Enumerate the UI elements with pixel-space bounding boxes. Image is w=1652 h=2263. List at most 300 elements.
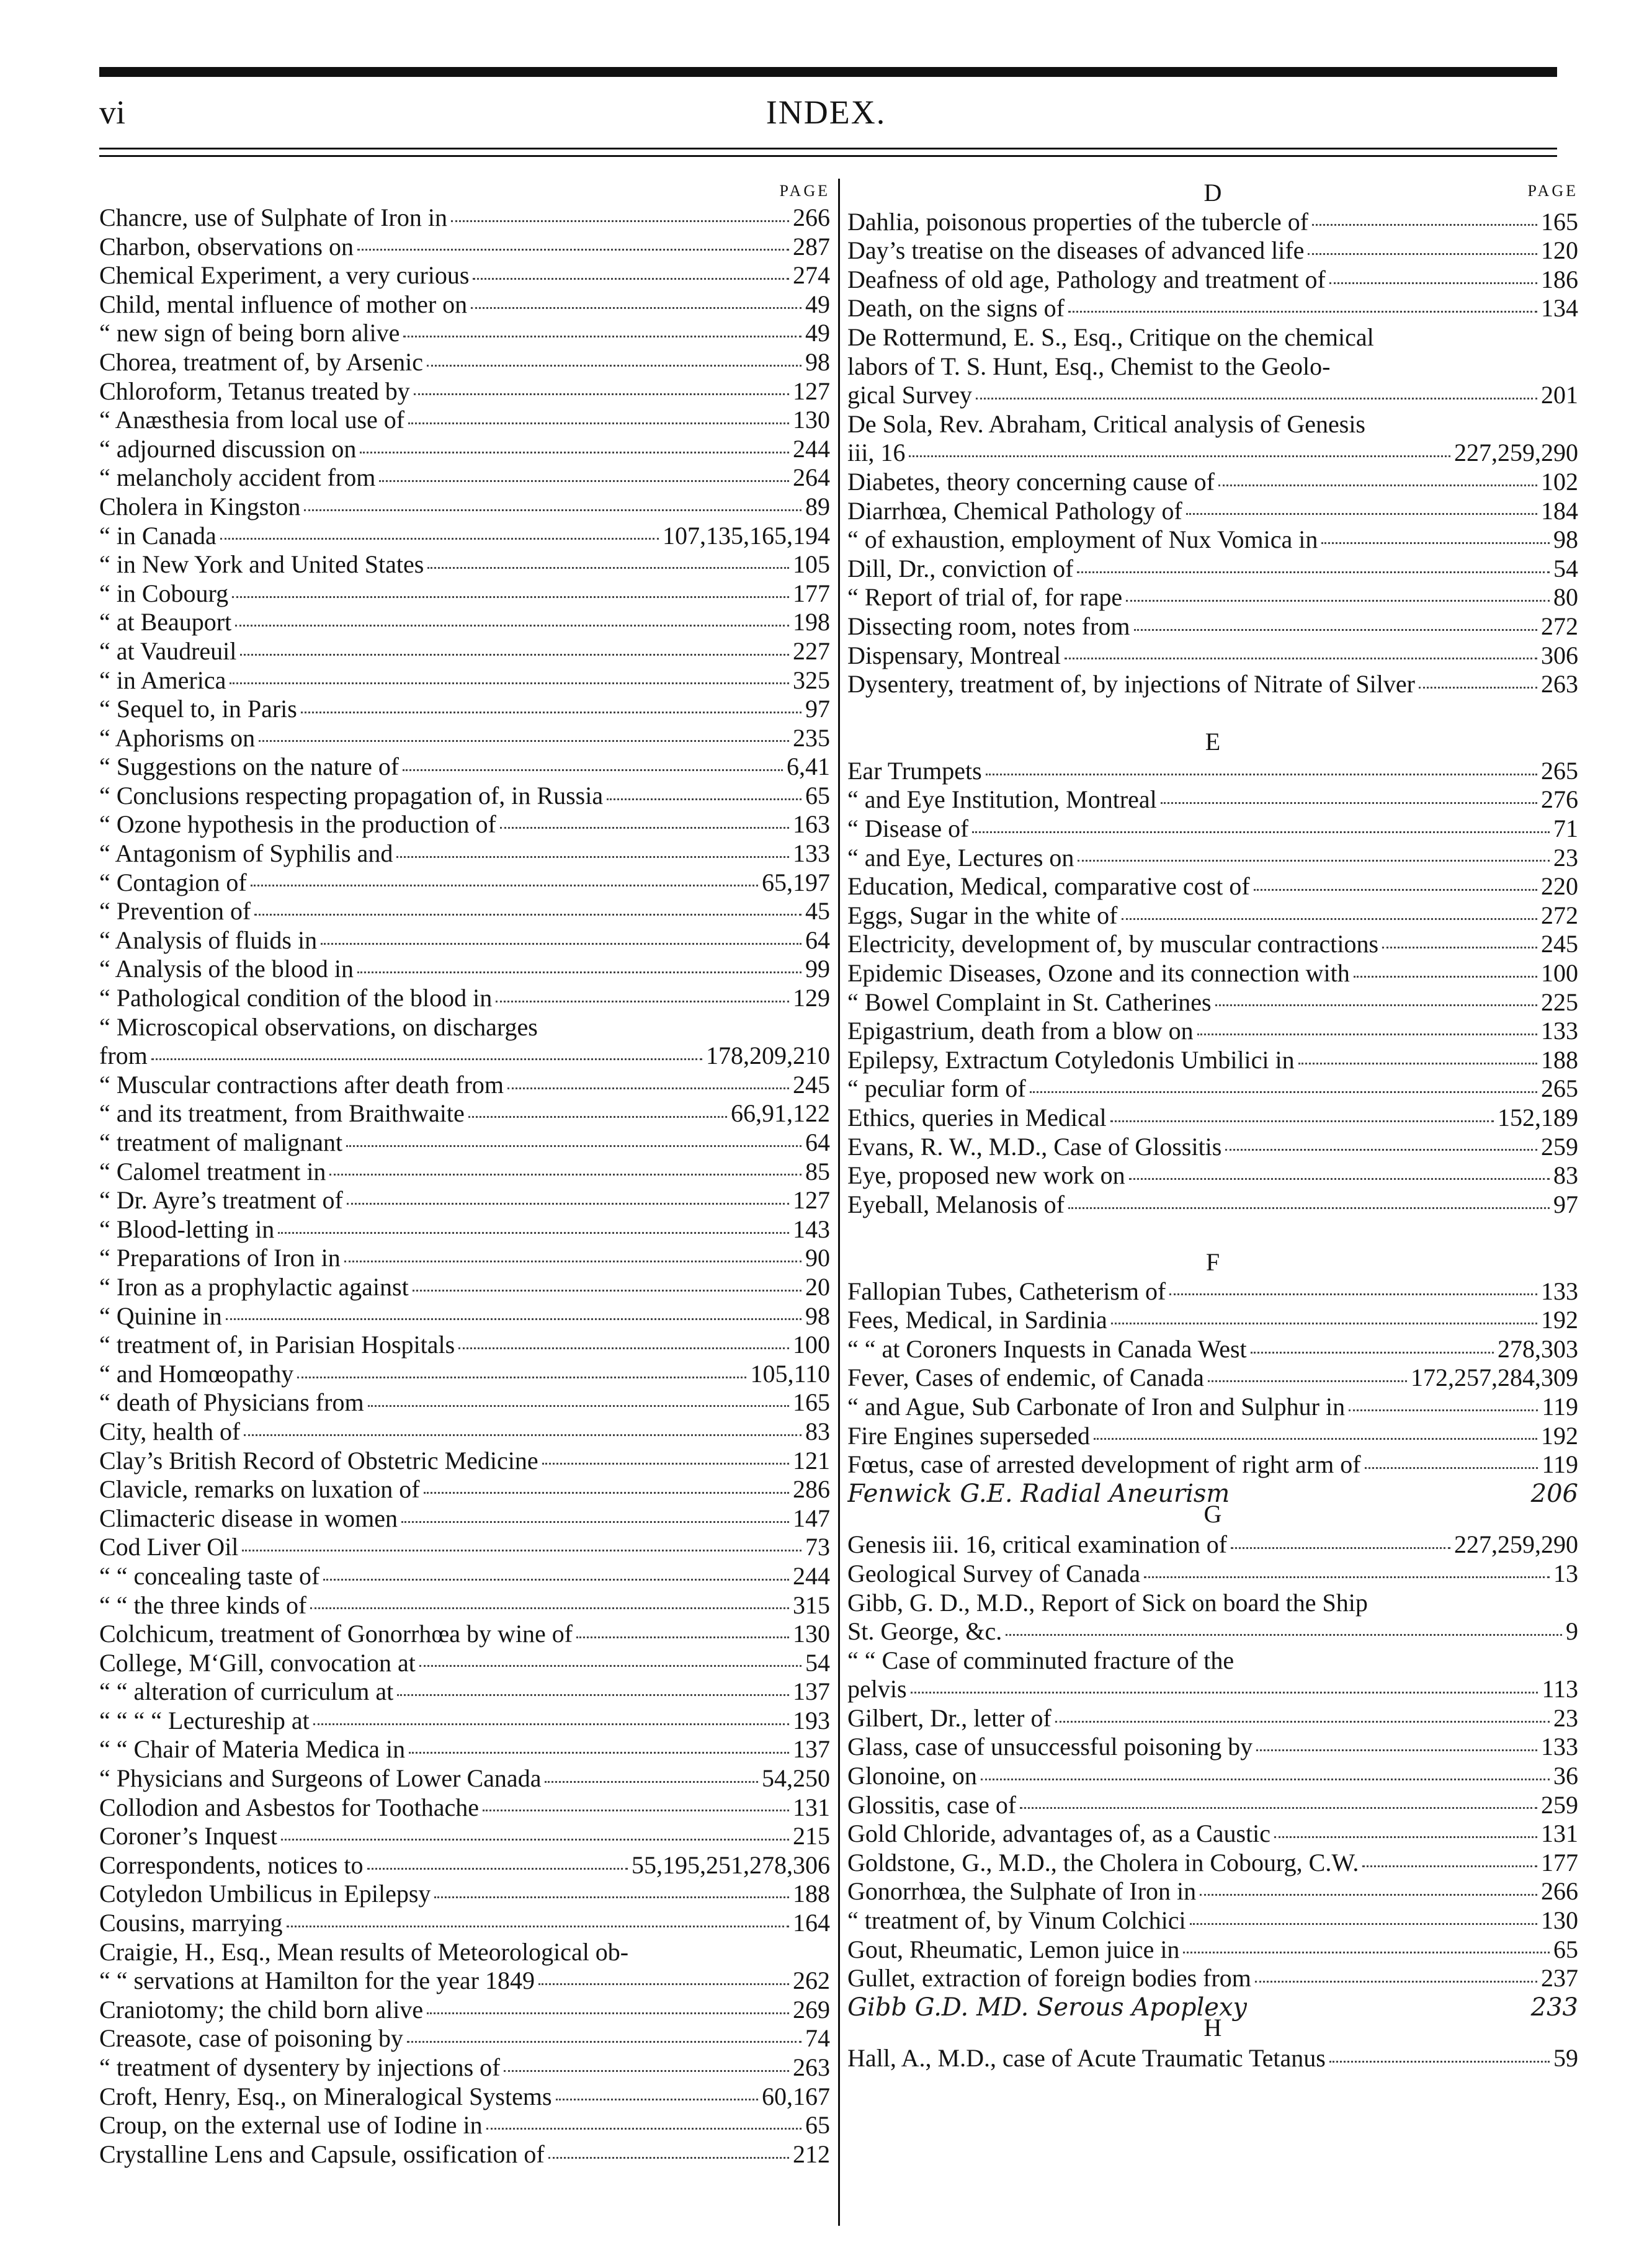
entry-text: “ Ozone hypothesis in the production of [99,810,496,839]
entry-text: Dysentery, treatment of, by injections of Nitrate of Silver [847,670,1415,699]
entry-page-number: 83 [805,1417,830,1445]
dot-leader [1238,1658,1574,1664]
entry-text: “ Bowel Complaint in St. Catherines [847,988,1212,1016]
dot-leader [414,387,789,395]
index-entry [99,1591,830,1620]
entry-page-number: 120 [1541,236,1578,265]
index-entry [99,1735,830,1764]
entry-page-number: 165 [793,1388,830,1417]
index-entry [99,695,830,724]
dot-leader [1329,276,1537,284]
entry-page-number: 235 [793,723,830,752]
entry-page-number: 188 [793,1880,830,1908]
entry-page-number: 244 [793,1561,830,1590]
dot-leader [1055,1715,1550,1723]
d-entries [847,208,1578,699]
index-entry [99,637,830,666]
entry-page-number: 36 [1553,1762,1578,1790]
entry-page-number: 147 [793,1504,830,1532]
entry-page-number: 65 [805,2111,830,2140]
dot-leader [1329,2055,1550,2063]
dot-leader [329,1167,801,1176]
entry-page-number: 54 [805,1648,830,1677]
dot-leader [1094,1432,1537,1440]
entry-text: Cod Liver Oil [99,1533,239,1561]
index-entry [99,290,830,319]
dot-leader [396,850,789,858]
entry-text: iii, 16 [847,439,906,467]
entry-text: Cotyledon Umbilicus in Epilepsy [99,1880,431,1908]
entry-text: Education, Medical, comparative cost of [847,872,1250,901]
entry-text: De Rottermund, E. S., Esq., Critique on the chemical [847,323,1374,351]
entry-text: Ethics, queries in Medical [847,1104,1107,1132]
index-entry [847,1335,1578,1364]
index-entry [99,1938,830,1967]
entry-page-number: 133 [1541,1017,1578,1045]
entry-page-number: 272 [1541,612,1578,640]
handwritten-entry-text: Fenwick G.E. Radial Aneurism [847,1479,1230,1508]
entry-text: “ and Ague, Sub Carbonate of Iron and Sulphur in [847,1392,1346,1421]
index-entry [99,1013,830,1042]
dot-leader [251,878,758,886]
dot-leader [1215,998,1537,1006]
index-entry [99,955,830,984]
entry-text: “ “ alteration of curriculum at [99,1677,394,1706]
entry-page-number: 97 [1553,1190,1578,1218]
index-entry [99,608,830,637]
entry-text: “ “ the three kinds of [99,1591,307,1619]
entry-text: “ and Eye, Lectures on [847,843,1074,872]
entry-page-number: 49 [805,319,830,347]
entry-page-number: 98 [805,1301,830,1330]
index-entry [99,1707,830,1736]
entry-page-number: 6,41 [787,752,830,781]
index-entry [847,497,1578,526]
entry-page-number: 192 [1541,1421,1578,1450]
index-entry [99,782,830,811]
index-entry [99,1677,830,1707]
dot-leader [1419,681,1537,689]
entry-page-number: 215 [793,1822,830,1850]
entry-text: “ “ concealing taste of [99,1561,320,1590]
dot-leader [1255,1975,1537,1983]
dot-leader [471,301,801,309]
handwritten-entry-page: 206 [1530,1479,1578,1508]
entry-text: “ Antagonism of Syphilis and [99,839,393,868]
index-entry [99,2140,830,2169]
entry-text: “ of exhaustion, employment of Nux Vomica in [847,525,1318,554]
entry-text: “ “ Chair of Materia Medica in [99,1735,406,1764]
dot-leader [1078,854,1550,862]
dot-leader [976,391,1537,399]
dot-leader [1349,1403,1538,1411]
entry-page-number: 102 [1541,467,1578,496]
entry-page-number: 177 [1541,1848,1578,1877]
dot-leader [1186,507,1537,515]
entry-page-number: 130 [793,1620,830,1648]
dot-leader [1030,1085,1537,1093]
entry-page-number: 74 [805,2024,830,2053]
index-entry [847,439,1578,468]
entry-text: Geological Survey of Canada [847,1559,1141,1587]
index-entry [847,757,1578,786]
entry-text: “ treatment of malignant [99,1128,343,1156]
handwritten-entry-text: Gibb G.D. MD. Serous Apoplexy [847,1993,1248,2022]
entry-page-number: 119 [1542,1450,1578,1479]
entry-text: “ Blood-letting in [99,1215,275,1243]
dot-leader [556,2092,758,2100]
index-entry [847,323,1578,352]
entry-page-number: 127 [793,1186,830,1215]
entry-page-number: 164 [793,1909,830,1937]
index-entry [99,233,830,262]
entry-page-number: 212 [793,2140,830,2168]
e-entries [847,757,1578,1220]
index-entry [847,1530,1578,1560]
entry-page-number: 45 [805,897,830,926]
dot-leader [242,1543,801,1551]
dot-leader [1256,1743,1537,1751]
entry-text: Glossitis, case of [847,1790,1017,1819]
section-heading-f: F [1205,1248,1220,1276]
header-rule-2 [99,155,1557,157]
index-entry [847,555,1578,584]
section-heading-d: D [1203,179,1222,207]
index-entry [99,2082,830,2112]
entry-page-number: 263 [793,2053,830,2081]
index-entry [99,1447,830,1476]
entry-text: “ “ at Coroners Inquests in Canada West [847,1334,1247,1363]
entry-text: Glonoine, on [847,1762,977,1790]
index-entry [99,1158,830,1187]
entry-text: Chloroform, Tetanus treated by [99,377,410,405]
dot-leader [1190,1917,1537,1925]
index-entry [847,1306,1578,1335]
entry-text: “ Report of trial of, for rape [847,583,1123,612]
dot-leader [427,359,801,367]
entry-text: “ Analysis of fluids in [99,926,318,954]
column-divider [838,179,840,2226]
entry-text: “ in New York and United States [99,550,424,579]
entry-page-number: 193 [793,1706,830,1734]
entry-text: “ Contagion of [99,868,247,896]
entry-page-number: 286 [793,1475,830,1504]
entry-text: Crystalline Lens and Capsule, ossification of [99,2140,545,2168]
index-entry [99,752,830,782]
entry-page-number: 97 [805,695,830,723]
entry-text: Craigie, H., Esq., Mean results of Meteorological ob- [99,1937,629,1966]
index-entry [847,1364,1578,1393]
entry-text: Climacteric disease in women [99,1504,398,1532]
index-entry [99,1417,830,1447]
dot-leader [981,1772,1550,1780]
index-entry [847,1704,1578,1733]
dot-leader [486,2122,801,2130]
index-entry [847,641,1578,671]
entry-page-number: 227,259,290 [1454,439,1578,467]
entry-page-number: 90 [805,1244,830,1272]
dot-leader [538,1977,789,1985]
entry-text: “ Analysis of the blood in [99,955,354,983]
entry-text: “ melancholy accident from [99,463,376,492]
dot-leader [220,532,659,540]
entry-text: “ peculiar form of [847,1074,1026,1103]
index-entry [99,1099,830,1128]
entry-text: “ Disease of [847,815,969,843]
entry-text: Dahlia, poisonous properties of the tubercle of [847,207,1309,236]
entry-text: Dispensary, Montreal [847,641,1061,669]
entry-text: “ “ Case of comminuted fracture of the [847,1646,1235,1674]
dot-leader [1077,565,1550,573]
index-entry [847,1017,1578,1046]
entry-text: “ Sequel to, in Paris [99,695,297,723]
dot-leader [507,1081,789,1089]
entry-text: “ Preparations of Iron in [99,1244,341,1272]
dot-leader [357,243,789,251]
dot-leader [1274,1830,1537,1838]
left-column [99,179,830,2169]
entry-page-number: 66,91,122 [731,1099,830,1128]
dot-leader [1111,1316,1537,1324]
entry-page-number: 227 [793,636,830,665]
dot-leader [1334,364,1574,370]
dot-leader [259,734,789,742]
dot-leader [226,1312,801,1320]
entry-page-number: 227,259,290 [1454,1530,1578,1559]
dot-leader [1372,1600,1574,1606]
index-entry [847,1906,1578,1935]
entry-page-number: 85 [805,1157,830,1185]
dot-leader [542,1457,789,1465]
entry-text: Charbon, observations on [99,232,354,261]
dot-leader [1126,594,1550,602]
index-entry [99,926,830,955]
dot-leader [344,1254,801,1262]
entry-text: “ Microscopical observations, on discharges [99,1012,538,1041]
index-entry [847,1560,1578,1589]
entry-page-number: 89 [805,492,830,520]
dot-leader [304,503,801,511]
entry-text: Collodion and Asbestos for Toothache [99,1793,479,1821]
dot-leader [473,272,789,280]
entry-page-number: 99 [805,955,830,983]
index-entry [847,959,1578,988]
entry-page-number: 105,110 [750,1359,830,1388]
entry-text: Fœtus, case of arrested development of right arm of [847,1450,1361,1479]
dot-leader [323,1573,789,1581]
index-entry [99,1388,830,1417]
index-entry [99,1215,830,1244]
entry-page-number: 100 [793,1331,830,1359]
entry-page-number: 130 [1541,1906,1578,1935]
entry-page-number: 113 [1542,1675,1578,1703]
dot-leader [254,908,801,916]
entry-page-number: 244 [793,434,830,463]
dot-leader [321,937,801,945]
entry-text: Diabetes, theory concerning cause of [847,467,1215,496]
index-entry [847,815,1578,844]
entry-text: “ and Eye Institution, Montreal [847,785,1157,814]
entry-text: “ Prevention of [99,897,251,926]
dot-leader [232,590,789,598]
handwritten-entry-page: 233 [1530,1993,1578,2022]
top-rule [99,67,1557,77]
dot-leader [1122,912,1538,920]
entry-page-number: 127 [793,377,830,405]
entry-page-number: 225 [1541,988,1578,1016]
index-entry [99,1504,830,1533]
entry-page-number: 272 [1541,901,1578,929]
dot-leader [496,994,789,1002]
entry-page-number: 262 [793,1966,830,1995]
entry-page-number: 65 [805,781,830,810]
entry-text: “ Suggestions on the nature of [99,752,400,781]
dot-leader [1298,1056,1537,1065]
index-entry [99,1851,830,1880]
entry-page-number: 276 [1541,785,1578,814]
index-entry [99,1764,830,1793]
dot-leader [1161,796,1537,804]
index-entry [847,468,1578,497]
entry-text: Dissecting room, notes from [847,612,1130,640]
index-entry [847,1277,1578,1306]
entry-text: Electricity, development of, by muscular contractions [847,930,1379,958]
entry-text: Death, on the signs of [847,294,1065,323]
entry-page-number: 178,209,210 [706,1042,830,1070]
entry-text: Deafness of old age, Pathology and treatment of [847,265,1326,293]
entry-page-number: 188 [1541,1045,1578,1074]
dot-leader [297,1370,746,1378]
entry-page-number: 134 [1541,294,1578,323]
dot-leader [379,474,789,482]
entry-text: “ Calomel treatment in [99,1157,326,1185]
entry-page-number: 133 [793,839,830,868]
dot-leader [607,792,801,800]
dot-leader [909,449,1450,457]
index-entry [99,2111,830,2140]
dot-leader [368,1399,789,1407]
entry-text: Colchicum, treatment of Gonorrhœa by wine of [99,1620,573,1648]
index-entry [99,463,830,493]
index-entry [847,844,1578,873]
dot-leader [1218,478,1537,486]
entry-page-number: 325 [793,666,830,694]
index-entry [847,1450,1578,1480]
dot-leader [986,767,1537,775]
entry-text: from [99,1042,148,1070]
entry-page-number: 201 [1541,381,1578,409]
entry-text: Croft, Henry, Esq., on Mineralogical Systems [99,2082,552,2110]
dot-leader [1020,1801,1537,1809]
entry-page-number: 263 [1541,670,1578,699]
index-entry [847,1646,1578,1676]
entry-text: “ Iron as a prophylactic against [99,1272,409,1301]
index-entry [99,1533,830,1562]
index-entry [99,1475,830,1504]
entry-page-number: 55,195,251,278,306 [632,1850,830,1879]
index-entry [847,670,1578,699]
entry-page-number: 287 [793,232,830,261]
index-entry [99,579,830,609]
entry-text: Fallopian Tubes, Catheterism of [847,1277,1166,1305]
dot-leader [1312,218,1537,226]
entry-page-number: 23 [1553,1703,1578,1732]
index-entry [847,1617,1578,1646]
dot-leader [407,2035,801,2043]
dot-leader [548,2151,789,2159]
index-entry [847,1762,1578,1791]
entry-page-number: 143 [793,1215,830,1243]
dot-leader [632,1949,826,1955]
page-number: vi [99,94,126,131]
entry-page-number: 98 [805,347,830,376]
dot-leader [545,1775,758,1783]
left-entries [99,203,830,2169]
entry-text: “ Muscular contractions after death from [99,1070,504,1099]
entry-text: Genesis iii. 16, critical examination of [847,1530,1228,1559]
entry-text: Cousins, marrying [99,1909,283,1937]
index-entry [99,522,830,551]
entry-page-number: 20 [805,1272,830,1301]
index-entry [847,1161,1578,1190]
entry-page-number: 259 [1541,1132,1578,1161]
entry-page-number: 315 [793,1591,830,1619]
index-entry [847,1104,1578,1133]
dot-leader [434,1890,789,1898]
dot-leader [1382,940,1537,948]
entry-page-number: 119 [1542,1392,1578,1421]
entry-text: Fees, Medical, in Sardinia [847,1306,1107,1334]
entry-text: “ Physicians and Surgeons of Lower Canada [99,1764,542,1793]
index-entry [847,352,1578,382]
entry-text: Diarrhœa, Chemical Pathology of [847,496,1182,525]
index-entry [99,1273,830,1302]
entry-text: Hall, A., M.D., case of Acute Traumatic Tetanus [847,2044,1326,2073]
entry-page-number: 73 [805,1533,830,1561]
index-entry [99,550,830,579]
dot-leader [1354,970,1537,978]
entry-page-number: 107,135,165,194 [663,521,830,550]
dot-leader [1129,1172,1550,1180]
entry-page-number: 220 [1541,872,1578,901]
index-entry [99,1620,830,1649]
entry-text: pelvis [847,1675,907,1703]
entry-text: Chorea, treatment of, by Arsenic [99,347,424,376]
dot-leader [357,965,801,973]
entry-text: “ Conclusions respecting propagation of, in Russia [99,781,604,810]
dot-leader [408,416,789,424]
dot-leader [413,1283,801,1292]
dot-leader [972,825,1550,833]
index-entry [99,868,830,898]
dot-leader [504,2064,789,2072]
index-entry [847,294,1578,323]
index-entry [847,1422,1578,1451]
entry-text: “ in America [99,666,226,694]
index-entry [847,872,1578,901]
right-column [847,179,1578,2073]
entry-page-number: 245 [1541,930,1578,958]
entry-text: “ Aphorisms on [99,723,256,752]
entry-page-number: 129 [793,984,830,1012]
index-entry [847,583,1578,612]
index-entry [847,1046,1578,1075]
entry-text: “ at Beauport [99,608,232,636]
entry-text: gical Survey [847,381,973,409]
entry-text: “ adjourned discussion on [99,434,357,463]
dot-leader [301,705,801,713]
dot-leader [403,329,801,337]
